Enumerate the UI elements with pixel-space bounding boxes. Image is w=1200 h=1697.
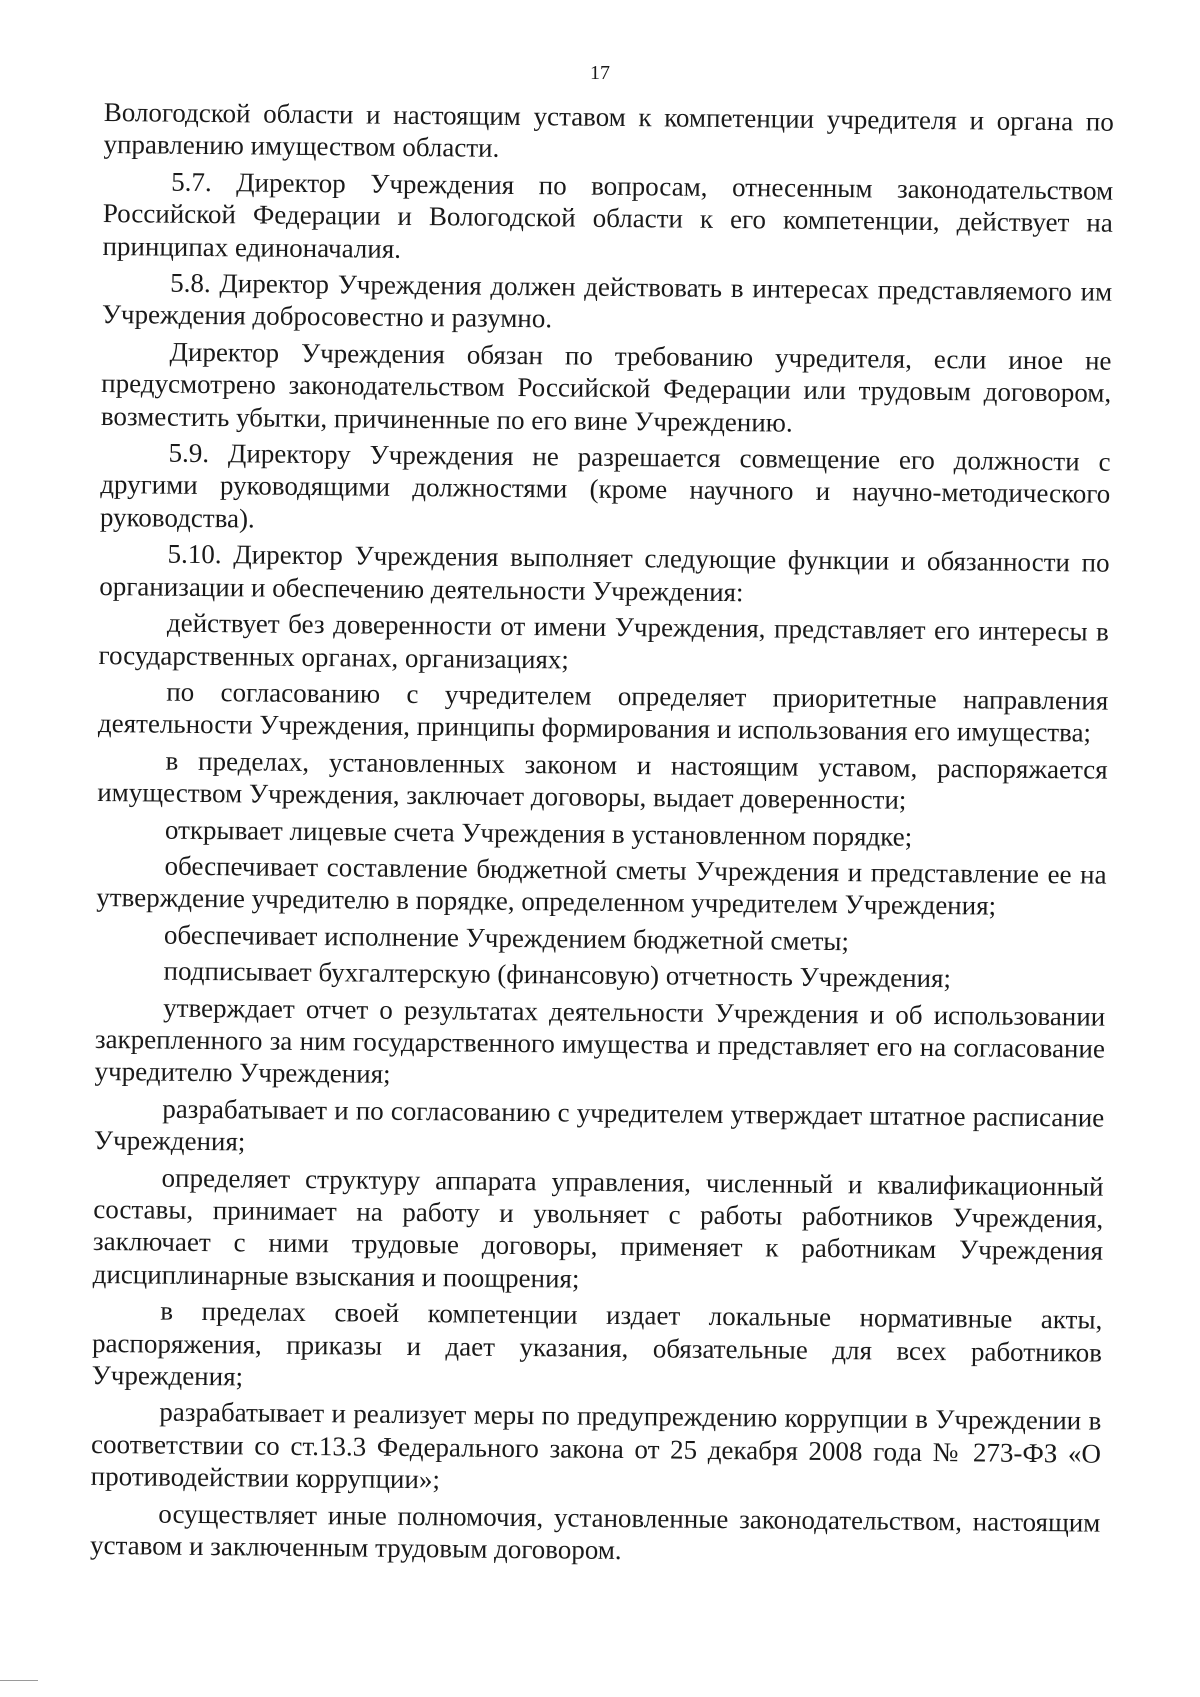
- duty-item: разрабатывает и реализует меры по предупреждению коррупции в Учреждении в соответствии со ст.13.3 Федерального закона от 25 декабря 2008 года № 273-ФЗ «О противодействии коррупции»;: [90, 1397, 1102, 1495]
- paragraph-5-7: 5.7. Директор Учреждения по вопросам, отнесенным законодательством Российской Федерации и Вологодской области к его компетенции, действует на принципах единоначалия.: [102, 166, 1114, 264]
- paragraph-continuation: Вологодской области и настоящим уставом к компетенции учредителя и органа по управлению имуществом области.: [103, 96, 1114, 164]
- duty-item: подписывает бухгалтерскую (финансовую) отчетность Учреждения;: [163, 955, 952, 994]
- scan-edge-mark: [0, 1680, 38, 1681]
- duty-item: обеспечивает исполнение Учреждением бюджетной сметы;: [163, 919, 850, 956]
- duty-item: действует без доверенности от имени Учреждения, представляет его интересы в государственных органах, организациях;: [98, 607, 1110, 674]
- duty-item: разрабатывает и по согласованию с учредителем утверждает штатное расписание Учреждения;: [93, 1093, 1105, 1157]
- page-number: 17: [590, 62, 610, 84]
- paragraph-5-10: 5.10. Директор Учреждения выполняет следующие функции и обязанности по организации и обеспечению деятельности Учреждения:: [99, 538, 1110, 607]
- duty-item: обеспечивает составление бюджетной сметы Учреждения и представление ее на утверждение учредителю в порядке, определенном учредителем Учреждения;: [96, 850, 1107, 921]
- duty-item: утверждает отчет о результатах деятельности Учреждения и об использовании закрепленного за ним государственного имущества и представляет его на согласование учредителю Учреждения;: [94, 992, 1106, 1090]
- document-body: [90, 96, 1114, 1575]
- duty-item: осуществляет иные полномочия, установленные законодательством, настоящим уставом и заключенным трудовым договором.: [89, 1498, 1101, 1566]
- duty-item: по согласованию с учредителем определяет приоритетные направления деятельности Учреждения, принципы формирования и использования его имущества;: [97, 676, 1109, 748]
- duty-item: в пределах своей компетенции издает локальные нормативные акты, распоряжения, приказы и дает указания, обязательные для всех работников Учреждения;: [91, 1295, 1103, 1392]
- paragraph-director-liability: Директор Учреждения обязан по требованию учредителя, если иное не предусмотрено законодательством Российской Федерации или трудовым договором, возместить убытки, причиненные по его вине Учреждению.: [100, 336, 1112, 438]
- duty-item: в пределах, установленных законом и настоящим уставом, распоряжается имуществом Учреждения, заключает договоры, выдает доверенности;: [97, 745, 1108, 815]
- duty-item: открывает лицевые счета Учреждения в установленном порядке;: [164, 814, 913, 852]
- duty-item: определяет структуру аппарата управления, численный и квалификационный составы, принимает на работу и увольняет с работы работников Учреждения, заключает с ними трудовые договоры, применяет к работникам Учреждения дисциплинарные взыскания и поощрения;: [92, 1162, 1104, 1294]
- paragraph-5-8: 5.8. Директор Учреждения должен действовать в интересах представляемого им Учреждения добросовестно и разумно.: [101, 267, 1113, 334]
- paragraph-5-9: 5.9. Директору Учреждения не разрешается совмещение его должности с другими руководящими должностями (кроме научного и научно-методического руководства).: [99, 437, 1111, 534]
